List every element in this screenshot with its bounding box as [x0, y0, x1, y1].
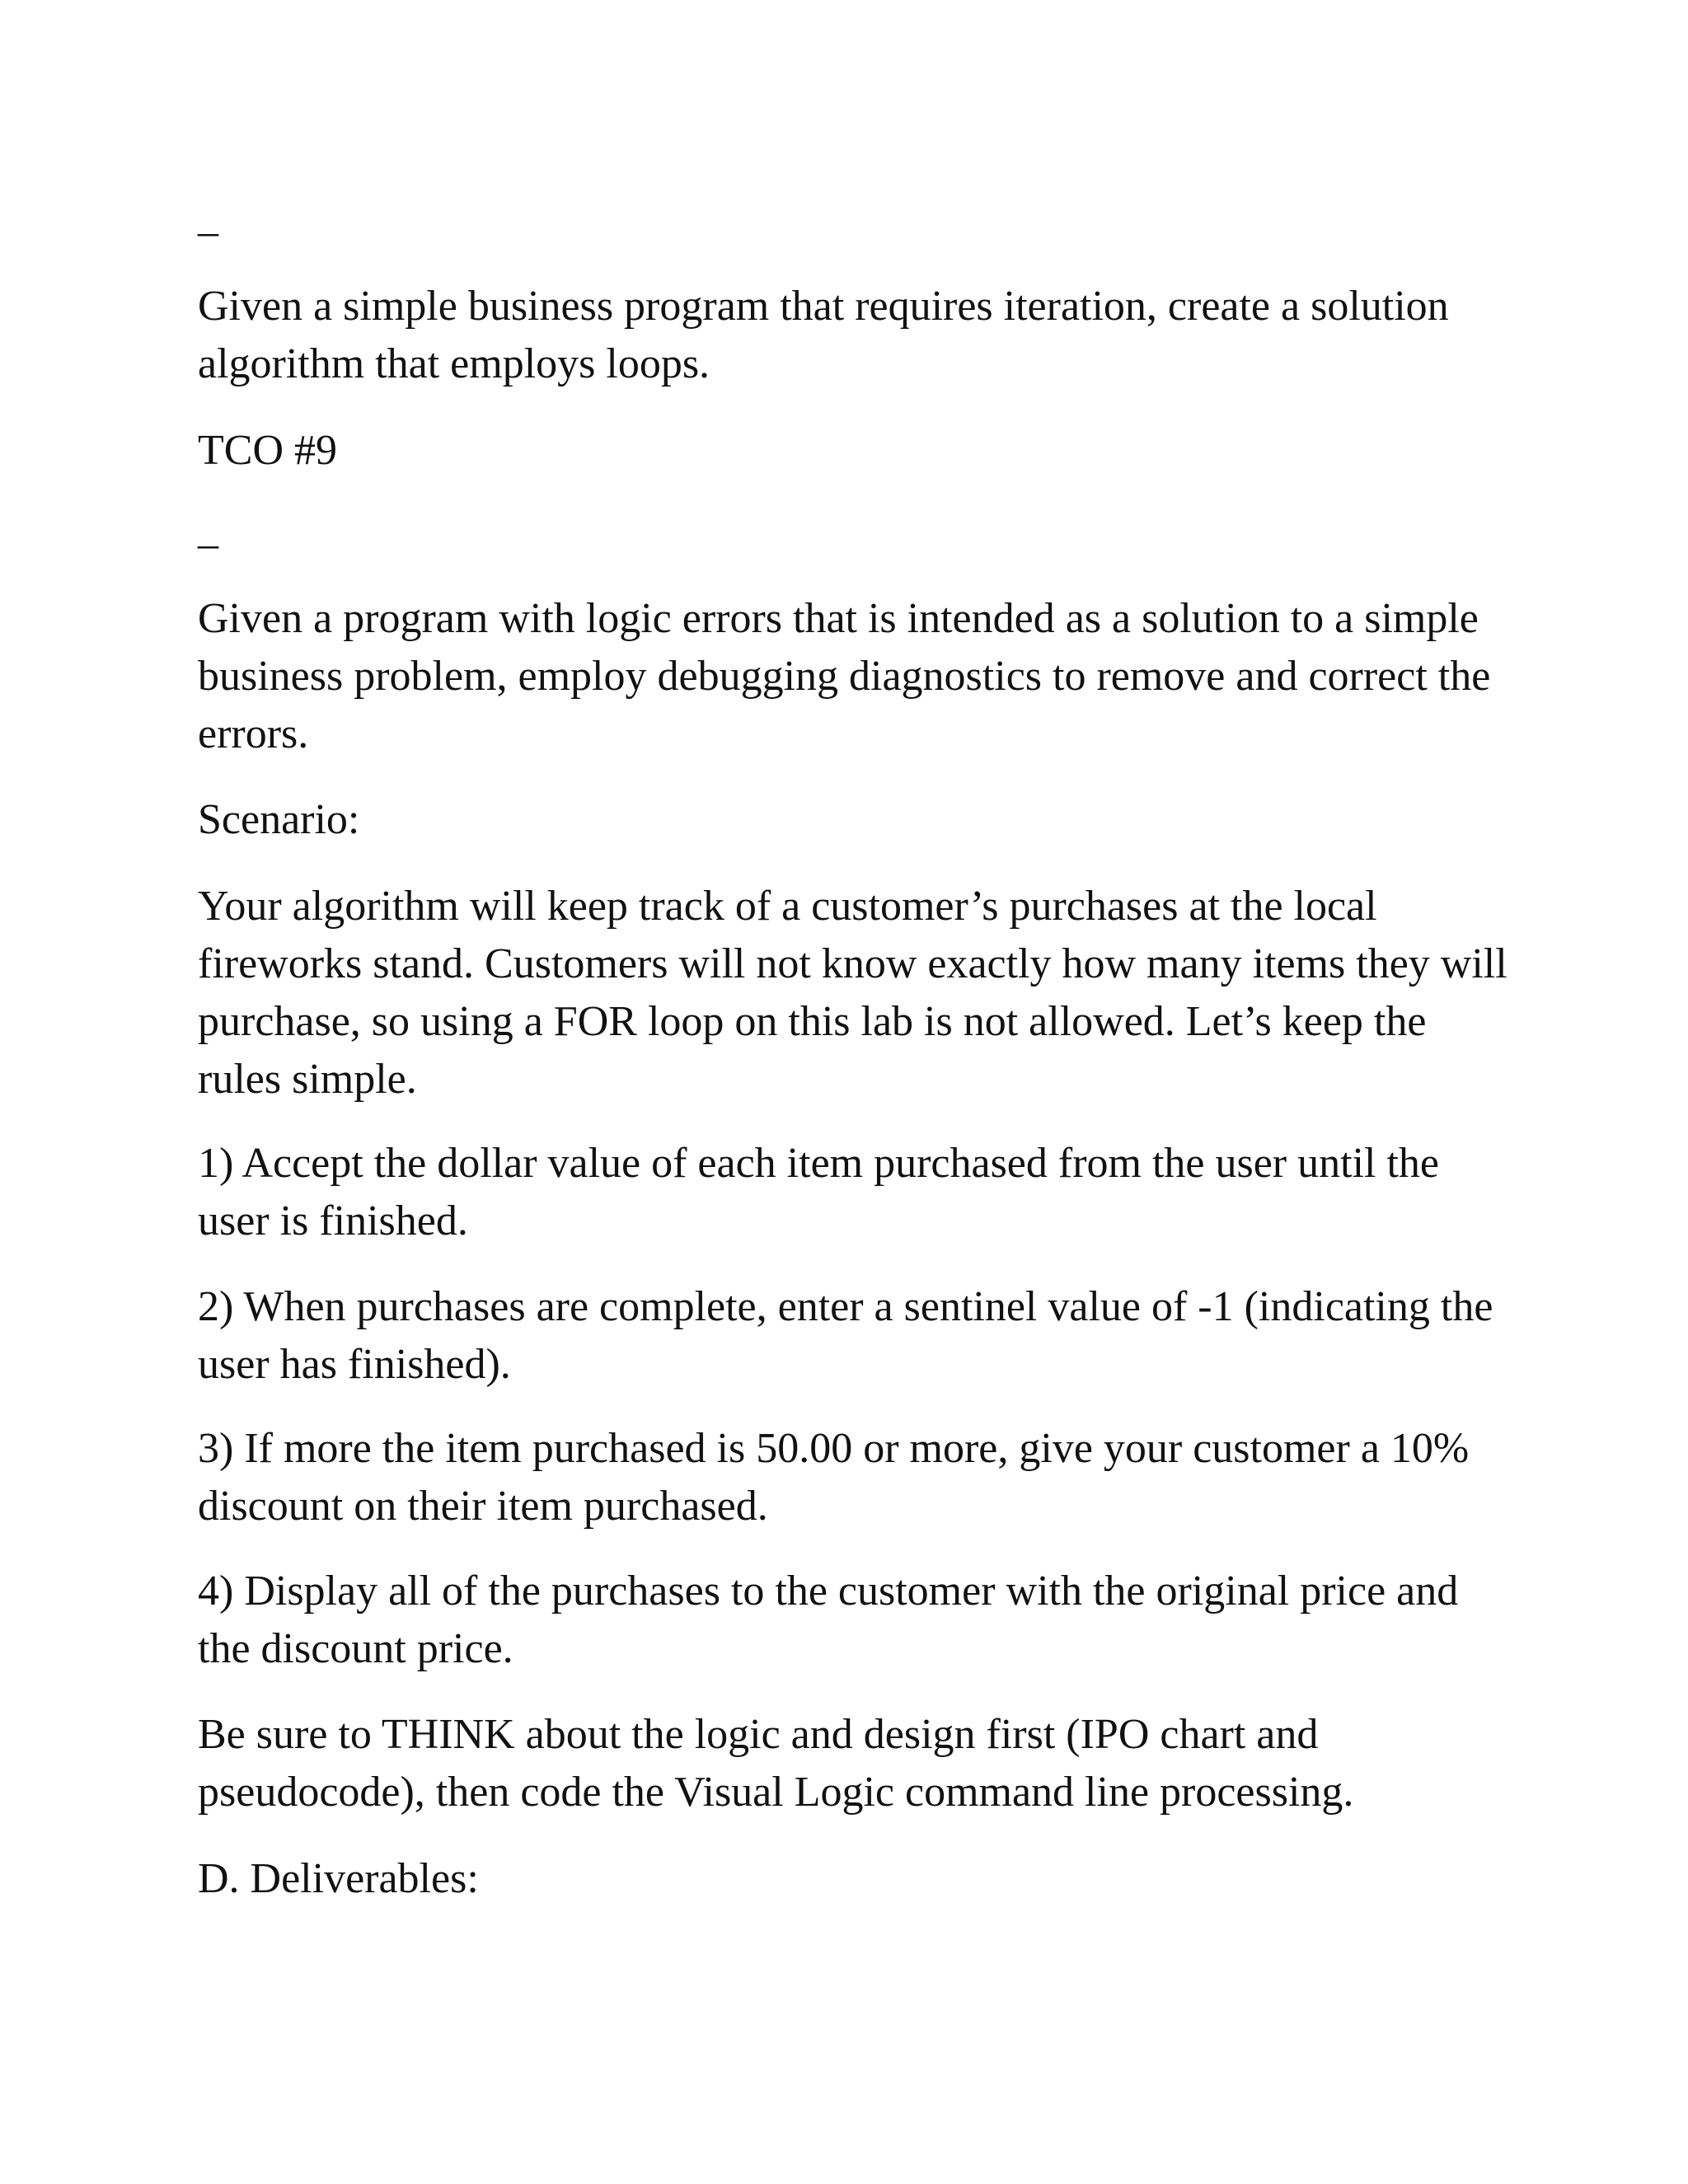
tco-number-heading: TCO #9: [198, 427, 337, 474]
rule-three-paragraph: 3) If more the item purchased is 50.00 or more, give your customer a 10% discount on their item purchased.: [198, 1425, 1470, 1530]
scenario-paragraph: Your algorithm will keep track of a customer’s purchases at the local fireworks stand. Customers will not know exactly how many items they will purchase, so using a FOR loop on this lab is not allowed. Let’s keep the rules simple.: [198, 883, 1507, 1103]
tco-description-paragraph: Given a simple business program that requires iteration, create a solution algorithm that employs loops.: [198, 283, 1449, 387]
scenario-heading: Scenario:: [198, 796, 360, 843]
rule-four-paragraph: 4) Display all of the purchases to the customer with the original price and the discount price.: [198, 1568, 1459, 1672]
design-instructions-paragraph: Be sure to THINK about the logic and design first (IPO chart and pseudocode), then code the Visual Logic command line processing.: [198, 1711, 1354, 1816]
deliverables-heading: D. Deliverables:: [198, 1855, 479, 1902]
rule-one-paragraph: 1) Accept the dollar value of each item purchased from the user until the user is finished.: [198, 1140, 1439, 1244]
rule-two-paragraph: 2) When purchases are complete, enter a sentinel value of -1 (indicating the user has finished).: [198, 1283, 1493, 1388]
debugging-objective-paragraph: Given a program with logic errors that is intended as a solution to a simple business problem, employ debugging diagnostics to remove and correct the errors.: [198, 595, 1491, 757]
divider-mark: _: [198, 194, 218, 240]
divider-mark: _: [198, 506, 218, 552]
